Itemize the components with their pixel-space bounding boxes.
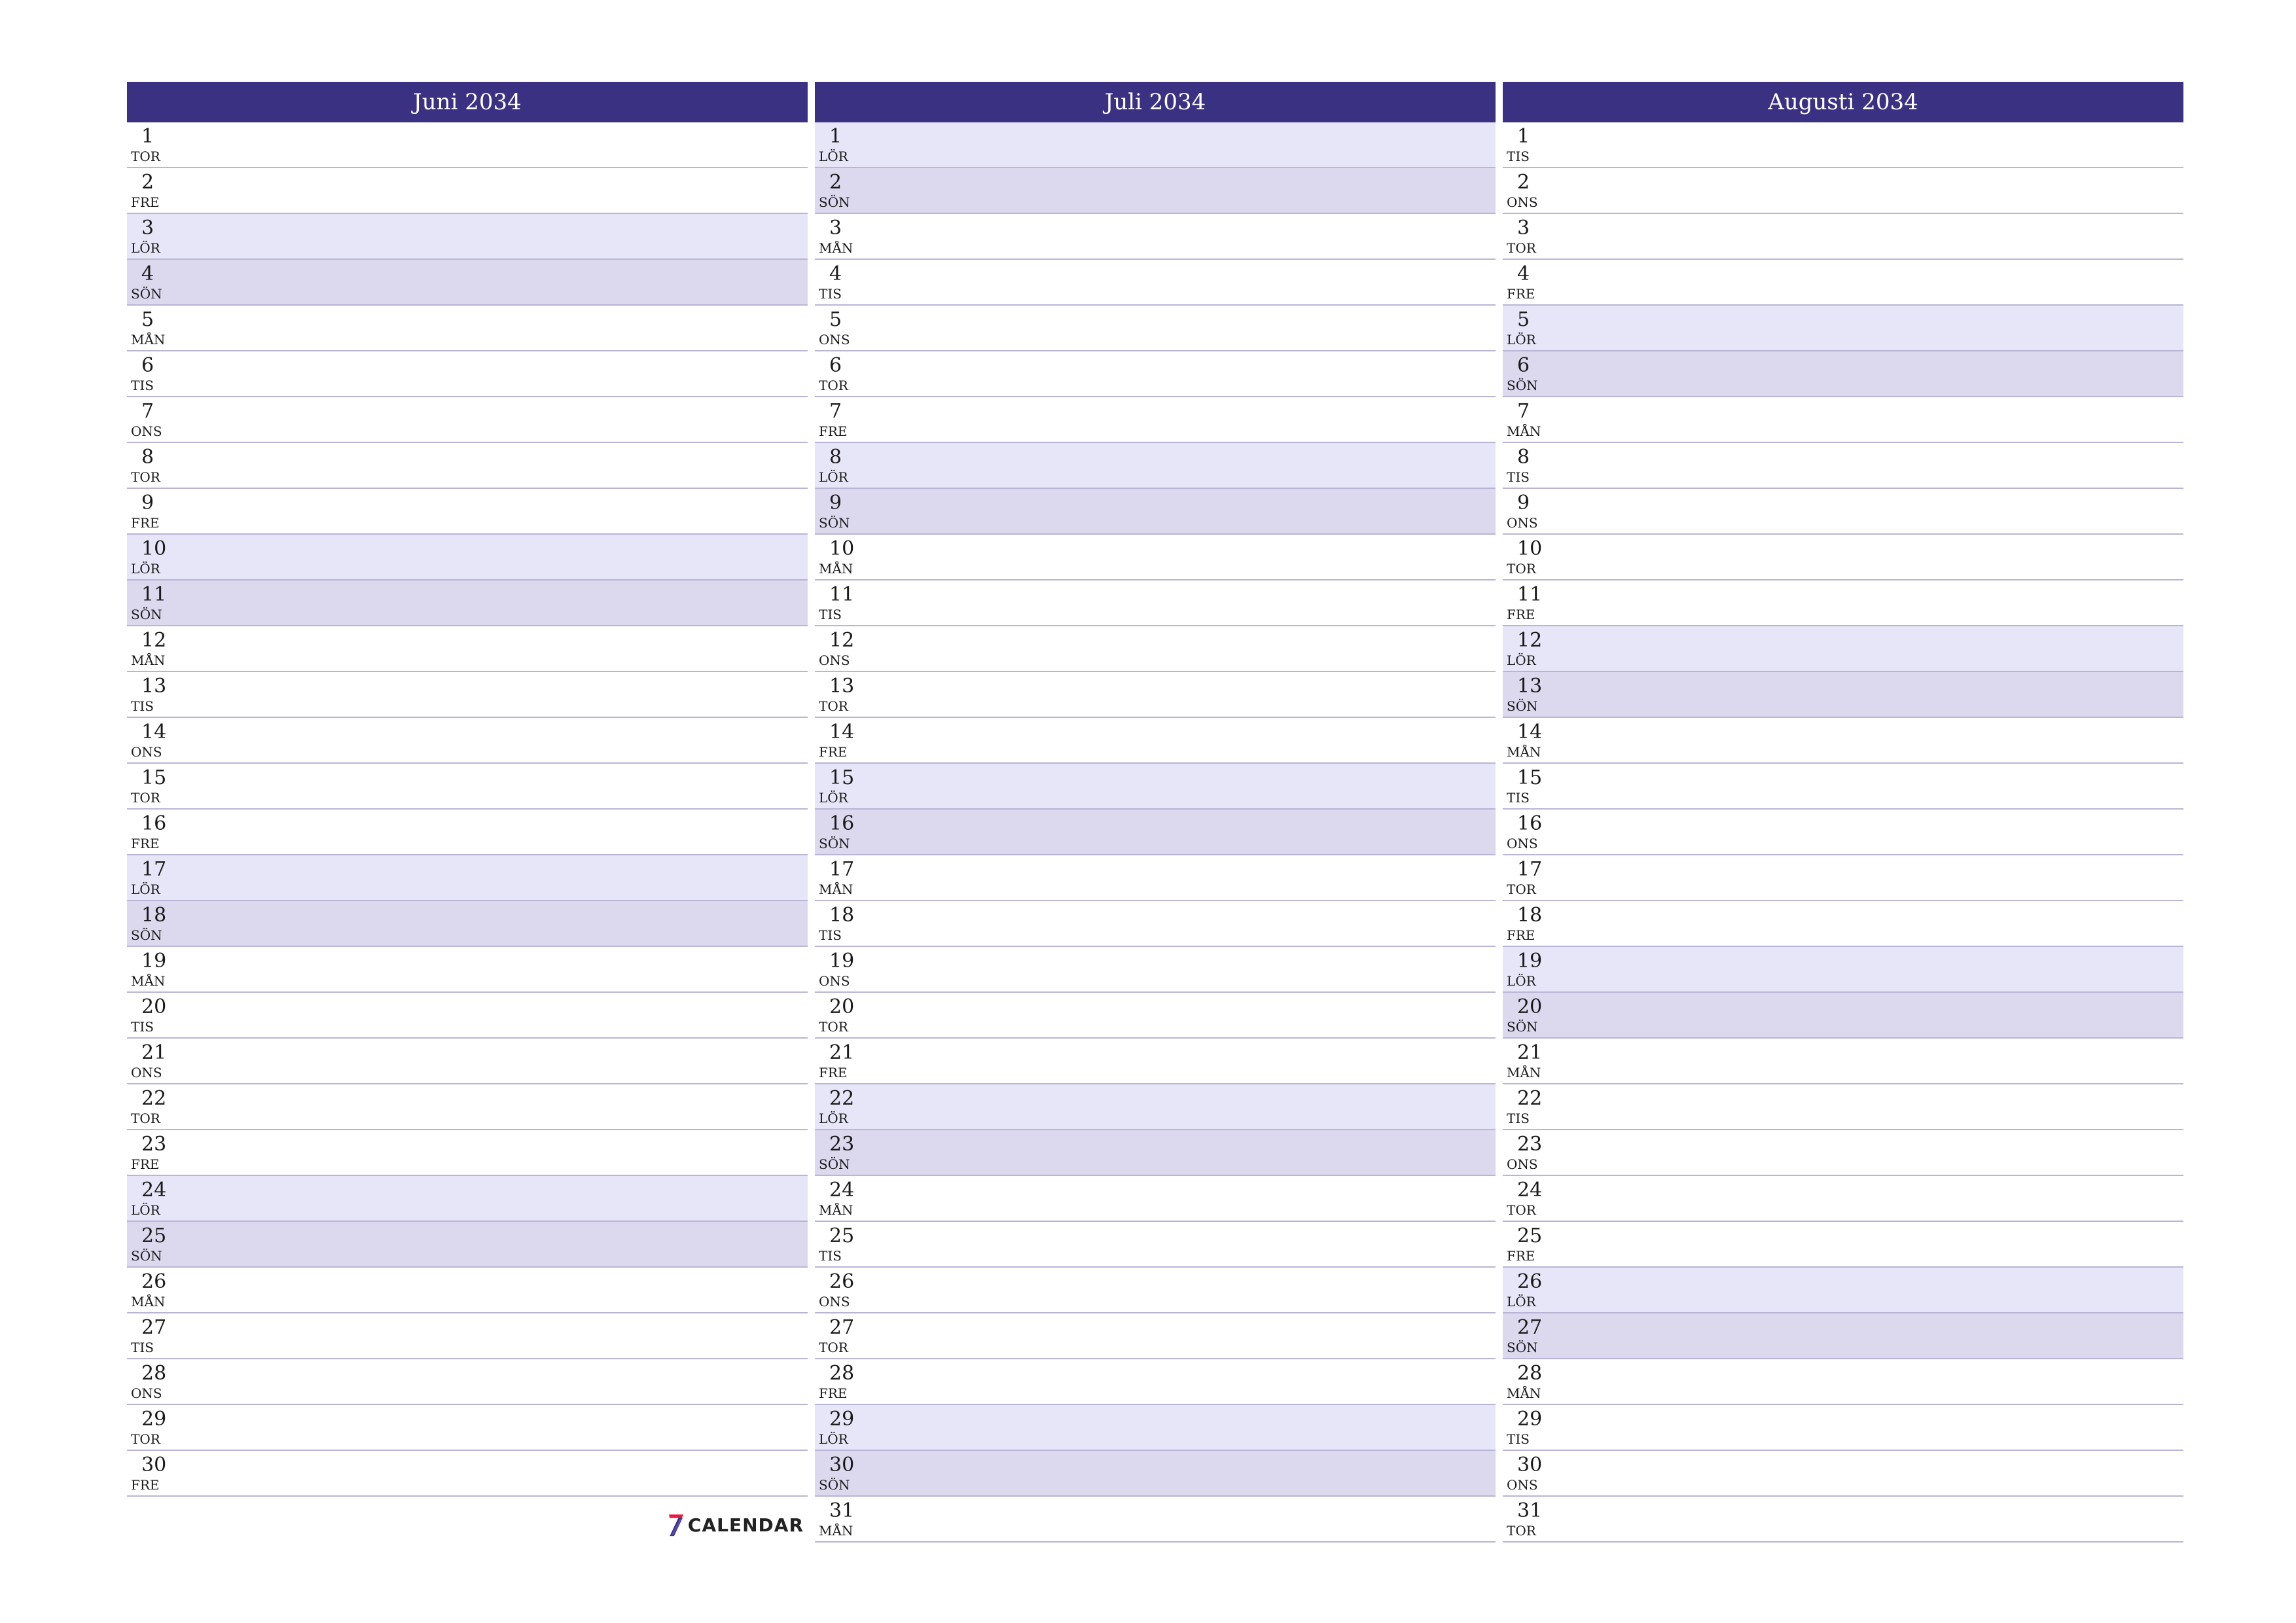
weekday-name: FRE	[819, 1065, 848, 1080]
day-row	[815, 1039, 1496, 1084]
weekday-name: SÖN	[819, 1477, 850, 1493]
day-row	[127, 1039, 808, 1084]
weekday-name: ONS	[131, 744, 162, 760]
day-number: 15	[1517, 766, 1543, 789]
weekday-name: SÖN	[131, 927, 162, 943]
day-number: 26	[829, 1270, 855, 1293]
day-number: 28	[829, 1362, 855, 1385]
day-row	[815, 947, 1496, 993]
day-row	[815, 672, 1496, 718]
day-number: 22	[1517, 1087, 1543, 1110]
weekday-name: TOR	[131, 469, 160, 485]
weekday-name: LÖR	[819, 469, 848, 485]
weekday-name: TIS	[1507, 149, 1530, 164]
day-row	[1503, 901, 2183, 947]
day-number: 1	[1517, 125, 1530, 148]
day-number: 8	[1517, 446, 1530, 469]
day-number: 10	[829, 537, 855, 560]
day-row	[815, 1084, 1496, 1130]
day-number: 5	[1517, 308, 1530, 331]
day-row	[1503, 1451, 2183, 1497]
day-row	[127, 718, 808, 764]
weekday-name: SÖN	[819, 1156, 850, 1172]
day-row	[127, 1268, 808, 1313]
day-row	[1503, 214, 2183, 260]
day-number: 19	[829, 950, 855, 972]
weekday-name: TIS	[131, 1019, 154, 1035]
day-number: 29	[1517, 1408, 1543, 1431]
day-row	[127, 993, 808, 1039]
weekday-name: SÖN	[819, 515, 850, 531]
weekday-name: LÖR	[131, 1202, 160, 1218]
weekday-name: FRE	[819, 1385, 848, 1401]
day-number: 29	[829, 1408, 855, 1431]
day-number: 12	[1517, 629, 1543, 652]
day-number: 21	[1517, 1041, 1543, 1064]
weekday-name: LÖR	[131, 240, 160, 256]
day-row	[127, 1084, 808, 1130]
day-number: 28	[1517, 1362, 1543, 1385]
weekday-name: ONS	[819, 1294, 850, 1310]
day-row	[127, 626, 808, 672]
day-number: 6	[829, 354, 842, 377]
day-number: 25	[829, 1224, 855, 1247]
day-row	[1503, 1176, 2183, 1222]
month-august	[1503, 82, 2183, 1543]
day-row	[815, 168, 1496, 214]
weekday-name: MÅN	[819, 1202, 853, 1218]
day-number: 28	[141, 1362, 167, 1385]
weekday-name: MÅN	[819, 561, 853, 577]
day-row	[815, 764, 1496, 810]
weekday-name: SÖN	[131, 607, 162, 622]
weekday-name: FRE	[131, 1156, 160, 1172]
weekday-name: FRE	[1507, 607, 1535, 622]
day-number: 12	[141, 629, 167, 652]
weekday-name: LÖR	[1507, 973, 1536, 989]
weekday-name: ONS	[131, 423, 162, 439]
seven-logo-icon	[666, 1507, 685, 1543]
day-row	[1503, 397, 2183, 443]
weekday-name: TIS	[819, 927, 842, 943]
day-number: 14	[829, 721, 855, 743]
day-number: 3	[141, 217, 154, 240]
day-number: 30	[141, 1454, 167, 1476]
day-number: 15	[829, 766, 855, 789]
weekday-name: MÅN	[131, 652, 166, 668]
day-row	[1503, 168, 2183, 214]
day-row	[815, 1268, 1496, 1313]
day-row	[815, 1176, 1496, 1222]
day-row	[127, 1222, 808, 1268]
day-row	[815, 580, 1496, 626]
day-number: 2	[141, 171, 154, 194]
day-row	[127, 901, 808, 947]
day-number: 7	[829, 400, 842, 423]
day-row	[815, 1497, 1496, 1543]
day-row	[1503, 1497, 2183, 1543]
day-number: 8	[829, 446, 842, 469]
day-row	[815, 626, 1496, 672]
weekday-name: TOR	[819, 698, 848, 714]
day-row	[815, 397, 1496, 443]
day-number: 15	[141, 766, 167, 789]
weekday-name: TIS	[819, 1248, 842, 1264]
weekday-name: ONS	[131, 1385, 162, 1401]
logo-text: CALENDAR	[687, 1514, 804, 1536]
weekday-name: TIS	[131, 1340, 154, 1355]
day-number: 9	[1517, 491, 1530, 514]
weekday-name: LÖR	[131, 561, 160, 577]
day-number: 5	[829, 308, 842, 331]
weekday-name: MÅN	[819, 1523, 853, 1539]
weekday-name: FRE	[131, 515, 160, 531]
day-row	[815, 122, 1496, 168]
day-number: 20	[829, 995, 855, 1018]
weekday-name: TIS	[819, 607, 842, 622]
day-number: 10	[1517, 537, 1543, 560]
weekday-name: MÅN	[131, 973, 166, 989]
weekday-name: SÖN	[1507, 1019, 1538, 1035]
day-row	[1503, 260, 2183, 306]
weekday-name: MÅN	[1507, 744, 1541, 760]
day-number: 17	[1517, 858, 1543, 881]
day-number: 13	[141, 675, 167, 698]
day-row	[1503, 351, 2183, 397]
weekday-name: MÅN	[1507, 423, 1541, 439]
weekday-name: LÖR	[1507, 1294, 1536, 1310]
day-number: 23	[141, 1133, 167, 1156]
day-number: 27	[1517, 1316, 1543, 1339]
day-row	[815, 1222, 1496, 1268]
day-number: 6	[141, 354, 154, 377]
weekday-name: LÖR	[819, 1111, 848, 1126]
day-number: 31	[829, 1499, 855, 1522]
day-row	[127, 810, 808, 855]
day-row	[1503, 122, 2183, 168]
day-row	[127, 443, 808, 489]
day-row	[815, 718, 1496, 764]
day-row	[1503, 1039, 2183, 1084]
day-row	[815, 901, 1496, 947]
day-number: 23	[1517, 1133, 1543, 1156]
month-july	[815, 82, 1496, 1543]
weekday-name: LÖR	[819, 1431, 848, 1447]
weekday-name: SÖN	[819, 836, 850, 851]
day-row	[815, 855, 1496, 901]
day-number: 12	[829, 629, 855, 652]
day-number: 27	[829, 1316, 855, 1339]
day-number: 22	[141, 1087, 167, 1110]
day-row	[127, 947, 808, 993]
weekday-name: SÖN	[819, 194, 850, 210]
day-number: 24	[829, 1179, 855, 1202]
day-row	[815, 489, 1496, 535]
day-number: 30	[1517, 1454, 1543, 1476]
day-number: 18	[829, 904, 855, 927]
day-number: 25	[141, 1224, 167, 1247]
day-number: 11	[829, 583, 855, 606]
day-number: 26	[1517, 1270, 1543, 1293]
weekday-name: SÖN	[1507, 1340, 1538, 1355]
day-number: 30	[829, 1454, 855, 1476]
weekday-name: TOR	[131, 1111, 160, 1126]
day-row	[127, 1176, 808, 1222]
day-row	[127, 1313, 808, 1359]
day-number: 20	[141, 995, 167, 1018]
day-row	[127, 580, 808, 626]
weekday-name: ONS	[1507, 515, 1538, 531]
weekday-name: ONS	[1507, 194, 1538, 210]
month-june	[127, 82, 808, 1497]
day-row	[815, 351, 1496, 397]
day-row	[127, 764, 808, 810]
weekday-name: ONS	[1507, 1477, 1538, 1493]
weekday-name: TOR	[1507, 1523, 1536, 1539]
day-row	[1503, 810, 2183, 855]
day-row	[815, 535, 1496, 580]
weekday-name: TOR	[131, 149, 160, 164]
weekday-name: TIS	[1507, 1111, 1530, 1126]
day-row	[815, 810, 1496, 855]
day-number: 3	[1517, 217, 1530, 240]
day-number: 24	[141, 1179, 167, 1202]
day-row	[127, 306, 808, 351]
weekday-name: LÖR	[1507, 652, 1536, 668]
day-row	[1503, 626, 2183, 672]
day-number: 7	[1517, 400, 1530, 423]
day-number: 1	[141, 125, 154, 148]
day-number: 13	[1517, 675, 1543, 698]
weekday-name: ONS	[819, 973, 850, 989]
day-row	[127, 168, 808, 214]
day-number: 20	[1517, 995, 1543, 1018]
day-number: 4	[1517, 262, 1530, 285]
day-number: 8	[141, 446, 154, 469]
day-row	[1503, 1313, 2183, 1359]
weekday-name: TIS	[1507, 1431, 1530, 1447]
weekday-name: FRE	[1507, 286, 1535, 302]
weekday-name: TIS	[1507, 469, 1530, 485]
weekday-name: ONS	[1507, 1156, 1538, 1172]
day-row	[1503, 1084, 2183, 1130]
day-row	[1503, 672, 2183, 718]
weekday-name: FRE	[819, 744, 848, 760]
day-number: 11	[1517, 583, 1543, 606]
day-number: 18	[141, 904, 167, 927]
day-row	[1503, 947, 2183, 993]
day-row	[127, 855, 808, 901]
day-row	[815, 1451, 1496, 1497]
weekday-name: FRE	[131, 1477, 160, 1493]
day-row	[1503, 535, 2183, 580]
day-row	[127, 535, 808, 580]
day-number: 23	[829, 1133, 855, 1156]
day-number: 1	[829, 125, 842, 148]
day-number: 21	[141, 1041, 167, 1064]
day-row	[127, 672, 808, 718]
day-row	[127, 260, 808, 306]
day-number: 19	[1517, 950, 1543, 972]
day-row	[1503, 580, 2183, 626]
day-row	[1503, 489, 2183, 535]
weekday-name: TOR	[1507, 1202, 1536, 1218]
day-row	[1503, 1222, 2183, 1268]
day-row	[1503, 1405, 2183, 1451]
day-number: 31	[1517, 1499, 1543, 1522]
day-list	[127, 122, 808, 1497]
weekday-name: MÅN	[131, 1294, 166, 1310]
day-number: 21	[829, 1041, 855, 1064]
weekday-name: TIS	[1507, 790, 1530, 806]
weekday-name: ONS	[819, 332, 850, 348]
weekday-name: TOR	[819, 1019, 848, 1035]
day-row	[815, 993, 1496, 1039]
day-number: 9	[829, 491, 842, 514]
day-number: 9	[141, 491, 154, 514]
day-number: 14	[141, 721, 167, 743]
weekday-name: MÅN	[819, 240, 853, 256]
day-row	[1503, 764, 2183, 810]
day-row	[815, 1359, 1496, 1405]
weekday-name: FRE	[1507, 927, 1535, 943]
weekday-name: TOR	[819, 378, 848, 393]
day-row	[127, 214, 808, 260]
day-number: 16	[141, 812, 167, 835]
day-number: 27	[141, 1316, 167, 1339]
day-row	[1503, 718, 2183, 764]
weekday-name: LÖR	[819, 149, 848, 164]
weekday-name: FRE	[1507, 1248, 1535, 1264]
day-number: 22	[829, 1087, 855, 1110]
day-number: 18	[1517, 904, 1543, 927]
day-list	[1503, 122, 2183, 1543]
day-row	[127, 1451, 808, 1497]
day-row	[1503, 443, 2183, 489]
day-number: 16	[829, 812, 855, 835]
day-number: 4	[829, 262, 842, 285]
day-row	[127, 122, 808, 168]
day-number: 19	[141, 950, 167, 972]
day-row	[127, 489, 808, 535]
weekday-name: TOR	[819, 1340, 848, 1355]
day-row	[815, 260, 1496, 306]
day-row	[1503, 855, 2183, 901]
day-row	[1503, 306, 2183, 351]
day-list	[815, 122, 1496, 1543]
day-number: 10	[141, 537, 167, 560]
day-row	[127, 397, 808, 443]
day-number: 11	[141, 583, 167, 606]
weekday-name: LÖR	[131, 882, 160, 897]
day-number: 17	[829, 858, 855, 881]
day-row	[1503, 1268, 2183, 1313]
day-number: 29	[141, 1408, 167, 1431]
day-number: 7	[141, 400, 154, 423]
day-number: 13	[829, 675, 855, 698]
brand-logo	[666, 1507, 804, 1543]
day-number: 14	[1517, 721, 1543, 743]
weekday-name: MÅN	[819, 882, 853, 897]
day-row	[1503, 1359, 2183, 1405]
day-number: 2	[829, 171, 842, 194]
weekday-name: MÅN	[1507, 1065, 1541, 1080]
weekday-name: TIS	[131, 698, 154, 714]
day-number: 17	[141, 858, 167, 881]
day-number: 16	[1517, 812, 1543, 835]
day-number: 5	[141, 308, 154, 331]
day-number: 3	[829, 217, 842, 240]
weekday-name: SÖN	[1507, 378, 1538, 393]
weekday-name: FRE	[131, 836, 160, 851]
weekday-name: TOR	[1507, 882, 1536, 897]
weekday-name: FRE	[819, 423, 848, 439]
day-row	[815, 1405, 1496, 1451]
day-row	[127, 1130, 808, 1176]
weekday-name: TIS	[819, 286, 842, 302]
day-number: 2	[1517, 171, 1530, 194]
weekday-name: FRE	[131, 194, 160, 210]
weekday-name: LÖR	[1507, 332, 1536, 348]
weekday-name: TOR	[131, 1431, 160, 1447]
day-row	[127, 1405, 808, 1451]
weekday-name: ONS	[131, 1065, 162, 1080]
day-number: 6	[1517, 354, 1530, 377]
day-number: 24	[1517, 1179, 1543, 1202]
day-number: 4	[141, 262, 154, 285]
weekday-name: TOR	[131, 790, 160, 806]
weekday-name: SÖN	[131, 1248, 162, 1264]
day-row	[815, 1130, 1496, 1176]
day-number: 25	[1517, 1224, 1543, 1247]
weekday-name: MÅN	[1507, 1385, 1541, 1401]
month-title: Juni 2034	[127, 82, 808, 122]
day-row	[127, 1359, 808, 1405]
weekday-name: ONS	[819, 652, 850, 668]
weekday-name: MÅN	[131, 332, 166, 348]
month-title: Augusti 2034	[1503, 82, 2183, 122]
weekday-name: TIS	[131, 378, 154, 393]
day-row	[815, 306, 1496, 351]
day-number: 26	[141, 1270, 167, 1293]
day-row	[1503, 1130, 2183, 1176]
weekday-name: TOR	[1507, 561, 1536, 577]
weekday-name: SÖN	[1507, 698, 1538, 714]
weekday-name: LÖR	[819, 790, 848, 806]
day-row	[815, 1313, 1496, 1359]
weekday-name: SÖN	[131, 286, 162, 302]
day-row	[815, 443, 1496, 489]
weekday-name: TOR	[1507, 240, 1536, 256]
month-title: Juli 2034	[815, 82, 1496, 122]
day-row	[1503, 993, 2183, 1039]
day-row	[127, 351, 808, 397]
weekday-name: ONS	[1507, 836, 1538, 851]
day-row	[815, 214, 1496, 260]
